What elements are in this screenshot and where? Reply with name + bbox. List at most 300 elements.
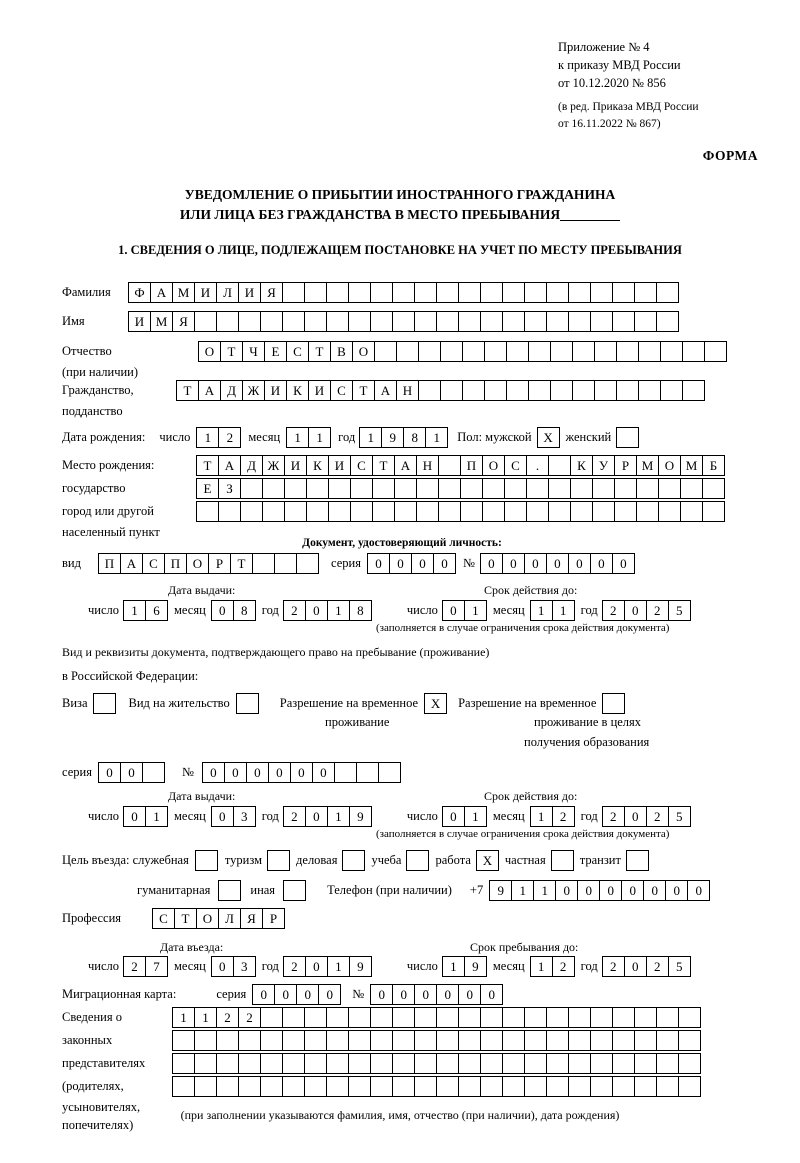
char-cell[interactable]: 0 xyxy=(480,984,503,1005)
char-cell[interactable]: 2 xyxy=(552,806,575,827)
char-cell[interactable]: 2 xyxy=(646,600,669,621)
stay-issue-month-input[interactable] xyxy=(211,806,255,827)
char-cell[interactable] xyxy=(546,282,569,303)
char-cell[interactable] xyxy=(502,282,525,303)
char-cell[interactable] xyxy=(348,1030,371,1051)
char-cell[interactable] xyxy=(418,380,441,401)
char-cell[interactable]: 1 xyxy=(530,956,553,977)
purpose-private-checkbox[interactable] xyxy=(551,850,573,871)
char-cell[interactable]: 2 xyxy=(283,956,306,977)
char-cell[interactable] xyxy=(526,478,549,499)
char-cell[interactable] xyxy=(436,1076,459,1097)
char-cell[interactable]: Т xyxy=(176,380,199,401)
char-cell[interactable] xyxy=(626,850,649,871)
char-cell[interactable]: 2 xyxy=(123,956,146,977)
char-cell[interactable] xyxy=(216,1076,239,1097)
stay-issue-day-input[interactable] xyxy=(123,806,167,827)
char-cell[interactable]: 2 xyxy=(646,806,669,827)
char-cell[interactable] xyxy=(458,311,481,332)
char-cell[interactable]: 1 xyxy=(196,427,219,448)
char-cell[interactable] xyxy=(458,1053,481,1074)
stay-series-input[interactable] xyxy=(98,762,164,783)
char-cell[interactable] xyxy=(306,478,329,499)
char-cell[interactable] xyxy=(414,1030,437,1051)
char-cell[interactable] xyxy=(528,380,551,401)
char-cell[interactable]: 0 xyxy=(296,984,319,1005)
char-cell[interactable]: Т xyxy=(372,455,395,476)
char-cell[interactable]: 0 xyxy=(414,984,437,1005)
char-cell[interactable]: М xyxy=(150,311,173,332)
char-cell[interactable]: 1 xyxy=(464,600,487,621)
char-cell[interactable]: 0 xyxy=(599,880,622,901)
char-cell[interactable]: 2 xyxy=(238,1007,261,1028)
char-cell[interactable] xyxy=(680,501,703,522)
char-cell[interactable]: А xyxy=(150,282,173,303)
char-cell[interactable] xyxy=(612,1076,635,1097)
stay-issue-year-input[interactable] xyxy=(283,806,371,827)
char-cell[interactable]: 1 xyxy=(464,806,487,827)
char-cell[interactable]: В xyxy=(330,341,353,362)
char-cell[interactable] xyxy=(636,501,659,522)
char-cell[interactable]: Д xyxy=(220,380,243,401)
char-cell[interactable] xyxy=(638,341,661,362)
char-cell[interactable] xyxy=(590,1007,613,1028)
char-cell[interactable]: 1 xyxy=(194,1007,217,1028)
char-cell[interactable] xyxy=(172,1030,195,1051)
char-cell[interactable]: 1 xyxy=(442,956,465,977)
char-cell[interactable] xyxy=(348,311,371,332)
char-cell[interactable] xyxy=(678,1030,701,1051)
char-cell[interactable]: 0 xyxy=(211,956,234,977)
purpose-transit-checkbox[interactable] xyxy=(626,850,648,871)
char-cell[interactable] xyxy=(656,1030,679,1051)
char-cell[interactable]: С xyxy=(286,341,309,362)
char-cell[interactable] xyxy=(326,1076,349,1097)
char-cell[interactable] xyxy=(374,341,397,362)
temp-residence-checkbox[interactable] xyxy=(424,693,446,714)
legal-rep-row-4[interactable] xyxy=(172,1076,700,1097)
char-cell[interactable] xyxy=(682,341,705,362)
char-cell[interactable] xyxy=(614,501,637,522)
char-cell[interactable] xyxy=(394,501,417,522)
char-cell[interactable]: 9 xyxy=(381,427,404,448)
char-cell[interactable]: 0 xyxy=(590,553,613,574)
char-cell[interactable] xyxy=(612,282,635,303)
char-cell[interactable] xyxy=(678,1053,701,1074)
char-cell[interactable]: 2 xyxy=(283,806,306,827)
birthplace-row-1[interactable] xyxy=(196,455,724,476)
char-cell[interactable] xyxy=(326,282,349,303)
char-cell[interactable] xyxy=(436,1053,459,1074)
char-cell[interactable] xyxy=(524,1030,547,1051)
char-cell[interactable]: 0 xyxy=(211,600,234,621)
char-cell[interactable] xyxy=(194,311,217,332)
char-cell[interactable] xyxy=(236,693,259,714)
char-cell[interactable] xyxy=(594,380,617,401)
char-cell[interactable] xyxy=(568,1030,591,1051)
name-input[interactable] xyxy=(128,311,678,332)
char-cell[interactable] xyxy=(195,850,218,871)
doc-valid-day-input[interactable] xyxy=(442,600,486,621)
char-cell[interactable]: 1 xyxy=(511,880,534,901)
char-cell[interactable] xyxy=(616,427,639,448)
char-cell[interactable]: 0 xyxy=(318,984,341,1005)
char-cell[interactable] xyxy=(612,1007,635,1028)
char-cell[interactable] xyxy=(660,380,683,401)
char-cell[interactable] xyxy=(350,501,373,522)
char-cell[interactable]: М xyxy=(636,455,659,476)
char-cell[interactable]: Е xyxy=(196,478,219,499)
char-cell[interactable] xyxy=(306,501,329,522)
char-cell[interactable]: 0 xyxy=(524,553,547,574)
char-cell[interactable]: 0 xyxy=(246,762,269,783)
char-cell[interactable] xyxy=(370,1030,393,1051)
char-cell[interactable]: 0 xyxy=(555,880,578,901)
char-cell[interactable]: Ж xyxy=(262,455,285,476)
char-cell[interactable] xyxy=(656,282,679,303)
char-cell[interactable] xyxy=(484,341,507,362)
char-cell[interactable]: 0 xyxy=(621,880,644,901)
char-cell[interactable] xyxy=(504,478,527,499)
char-cell[interactable] xyxy=(524,311,547,332)
char-cell[interactable]: Ч xyxy=(242,341,265,362)
char-cell[interactable] xyxy=(436,1030,459,1051)
char-cell[interactable]: 0 xyxy=(458,984,481,1005)
char-cell[interactable]: 0 xyxy=(442,600,465,621)
char-cell[interactable]: 1 xyxy=(172,1007,195,1028)
char-cell[interactable]: 8 xyxy=(233,600,256,621)
char-cell[interactable]: 0 xyxy=(120,762,143,783)
char-cell[interactable]: С xyxy=(152,908,175,929)
char-cell[interactable] xyxy=(252,553,275,574)
char-cell[interactable] xyxy=(482,501,505,522)
char-cell[interactable] xyxy=(592,478,615,499)
char-cell[interactable] xyxy=(406,850,429,871)
char-cell[interactable]: Я xyxy=(260,282,283,303)
char-cell[interactable]: И xyxy=(128,311,151,332)
char-cell[interactable] xyxy=(462,380,485,401)
char-cell[interactable] xyxy=(394,478,417,499)
char-cell[interactable]: 0 xyxy=(624,956,647,977)
char-cell[interactable] xyxy=(414,311,437,332)
char-cell[interactable]: З xyxy=(218,478,241,499)
char-cell[interactable] xyxy=(702,478,725,499)
char-cell[interactable]: 0 xyxy=(290,762,313,783)
char-cell[interactable]: Р xyxy=(208,553,231,574)
char-cell[interactable] xyxy=(506,380,529,401)
char-cell[interactable]: X xyxy=(476,850,499,871)
char-cell[interactable] xyxy=(282,1076,305,1097)
char-cell[interactable] xyxy=(216,311,239,332)
edu-residence-checkbox[interactable] xyxy=(602,693,624,714)
char-cell[interactable] xyxy=(326,1007,349,1028)
entry-month-input[interactable] xyxy=(211,956,255,977)
doc-issue-month-input[interactable] xyxy=(211,600,255,621)
char-cell[interactable] xyxy=(304,1030,327,1051)
char-cell[interactable]: 1 xyxy=(327,956,350,977)
char-cell[interactable] xyxy=(524,1053,547,1074)
char-cell[interactable] xyxy=(480,1030,503,1051)
char-cell[interactable] xyxy=(656,311,679,332)
char-cell[interactable] xyxy=(460,501,483,522)
char-cell[interactable] xyxy=(502,1076,525,1097)
char-cell[interactable]: И xyxy=(328,455,351,476)
char-cell[interactable] xyxy=(546,1076,569,1097)
char-cell[interactable]: П xyxy=(164,553,187,574)
char-cell[interactable]: 1 xyxy=(123,600,146,621)
char-cell[interactable] xyxy=(504,501,527,522)
purpose-tourism-checkbox[interactable] xyxy=(267,850,289,871)
char-cell[interactable] xyxy=(274,553,297,574)
char-cell[interactable]: 3 xyxy=(233,956,256,977)
char-cell[interactable] xyxy=(284,478,307,499)
char-cell[interactable] xyxy=(612,1053,635,1074)
char-cell[interactable]: 9 xyxy=(489,880,512,901)
char-cell[interactable]: 2 xyxy=(216,1007,239,1028)
char-cell[interactable]: 9 xyxy=(349,806,372,827)
char-cell[interactable] xyxy=(414,1007,437,1028)
entry-year-input[interactable] xyxy=(283,956,371,977)
char-cell[interactable]: 0 xyxy=(442,806,465,827)
char-cell[interactable] xyxy=(372,501,395,522)
char-cell[interactable] xyxy=(326,1030,349,1051)
char-cell[interactable] xyxy=(548,455,571,476)
char-cell[interactable] xyxy=(392,1007,415,1028)
char-cell[interactable] xyxy=(282,282,305,303)
char-cell[interactable] xyxy=(304,1007,327,1028)
char-cell[interactable] xyxy=(502,1007,525,1028)
char-cell[interactable] xyxy=(142,762,165,783)
surname-input[interactable] xyxy=(128,282,678,303)
char-cell[interactable]: Л xyxy=(218,908,241,929)
char-cell[interactable]: 0 xyxy=(577,880,600,901)
profession-input[interactable] xyxy=(152,908,284,929)
char-cell[interactable]: 0 xyxy=(252,984,275,1005)
stay-valid-day-input[interactable] xyxy=(442,806,486,827)
char-cell[interactable] xyxy=(342,850,365,871)
char-cell[interactable]: 2 xyxy=(646,956,669,977)
char-cell[interactable]: 0 xyxy=(98,762,121,783)
char-cell[interactable] xyxy=(480,282,503,303)
char-cell[interactable] xyxy=(590,282,613,303)
char-cell[interactable]: 0 xyxy=(612,553,635,574)
char-cell[interactable] xyxy=(370,1007,393,1028)
char-cell[interactable]: Я xyxy=(172,311,195,332)
char-cell[interactable] xyxy=(392,1030,415,1051)
char-cell[interactable]: 1 xyxy=(286,427,309,448)
char-cell[interactable] xyxy=(656,1053,679,1074)
char-cell[interactable]: О xyxy=(196,908,219,929)
char-cell[interactable] xyxy=(484,380,507,401)
char-cell[interactable]: 0 xyxy=(305,956,328,977)
char-cell[interactable] xyxy=(460,478,483,499)
char-cell[interactable] xyxy=(702,501,725,522)
char-cell[interactable]: 2 xyxy=(602,956,625,977)
char-cell[interactable]: 1 xyxy=(308,427,331,448)
char-cell[interactable] xyxy=(370,311,393,332)
char-cell[interactable]: 3 xyxy=(233,806,256,827)
char-cell[interactable] xyxy=(658,501,681,522)
char-cell[interactable] xyxy=(356,762,379,783)
char-cell[interactable]: 5 xyxy=(668,956,691,977)
char-cell[interactable]: К xyxy=(570,455,593,476)
char-cell[interactable]: А xyxy=(374,380,397,401)
char-cell[interactable] xyxy=(283,880,306,901)
char-cell[interactable]: Т xyxy=(352,380,375,401)
char-cell[interactable]: 0 xyxy=(370,984,393,1005)
char-cell[interactable]: 6 xyxy=(145,600,168,621)
char-cell[interactable] xyxy=(438,478,461,499)
char-cell[interactable]: О xyxy=(198,341,221,362)
char-cell[interactable]: Ф xyxy=(128,282,151,303)
char-cell[interactable] xyxy=(572,380,595,401)
purpose-service-checkbox[interactable] xyxy=(195,850,217,871)
char-cell[interactable]: 1 xyxy=(530,806,553,827)
char-cell[interactable]: 1 xyxy=(552,600,575,621)
char-cell[interactable]: 0 xyxy=(202,762,225,783)
char-cell[interactable] xyxy=(458,1007,481,1028)
char-cell[interactable] xyxy=(568,1076,591,1097)
char-cell[interactable] xyxy=(438,455,461,476)
char-cell[interactable]: С xyxy=(142,553,165,574)
char-cell[interactable] xyxy=(392,311,415,332)
char-cell[interactable] xyxy=(370,1076,393,1097)
char-cell[interactable] xyxy=(658,478,681,499)
char-cell[interactable] xyxy=(602,693,625,714)
char-cell[interactable] xyxy=(260,1053,283,1074)
char-cell[interactable]: А xyxy=(120,553,143,574)
char-cell[interactable] xyxy=(546,1030,569,1051)
patronymic-input[interactable] xyxy=(198,341,726,362)
until-year-input[interactable] xyxy=(602,956,690,977)
char-cell[interactable] xyxy=(590,1076,613,1097)
phone-input[interactable] xyxy=(489,880,709,901)
char-cell[interactable] xyxy=(304,311,327,332)
char-cell[interactable] xyxy=(616,380,639,401)
char-cell[interactable]: 0 xyxy=(502,553,525,574)
char-cell[interactable]: И xyxy=(194,282,217,303)
char-cell[interactable]: Р xyxy=(614,455,637,476)
char-cell[interactable] xyxy=(348,1076,371,1097)
char-cell[interactable] xyxy=(524,1076,547,1097)
char-cell[interactable]: 1 xyxy=(533,880,556,901)
char-cell[interactable] xyxy=(260,1030,283,1051)
char-cell[interactable]: С xyxy=(330,380,353,401)
mig-series-input[interactable] xyxy=(252,984,340,1005)
visa-checkbox[interactable] xyxy=(93,693,115,714)
citizenship-input[interactable] xyxy=(176,380,704,401)
char-cell[interactable]: 0 xyxy=(268,762,291,783)
char-cell[interactable] xyxy=(334,762,357,783)
stay-number-input[interactable] xyxy=(202,762,400,783)
char-cell[interactable] xyxy=(348,1007,371,1028)
char-cell[interactable] xyxy=(502,311,525,332)
char-cell[interactable] xyxy=(194,1030,217,1051)
char-cell[interactable]: 0 xyxy=(123,806,146,827)
char-cell[interactable] xyxy=(392,1076,415,1097)
char-cell[interactable] xyxy=(282,1030,305,1051)
char-cell[interactable] xyxy=(480,1007,503,1028)
doc-series-input[interactable] xyxy=(367,553,455,574)
char-cell[interactable] xyxy=(551,850,574,871)
char-cell[interactable] xyxy=(548,501,571,522)
char-cell[interactable] xyxy=(458,1030,481,1051)
char-cell[interactable] xyxy=(218,880,241,901)
char-cell[interactable] xyxy=(414,1076,437,1097)
char-cell[interactable] xyxy=(282,311,305,332)
char-cell[interactable]: 7 xyxy=(145,956,168,977)
char-cell[interactable] xyxy=(480,1053,503,1074)
char-cell[interactable]: 0 xyxy=(312,762,335,783)
char-cell[interactable] xyxy=(570,478,593,499)
char-cell[interactable]: 9 xyxy=(464,956,487,977)
char-cell[interactable]: 1 xyxy=(327,806,350,827)
char-cell[interactable]: 0 xyxy=(389,553,412,574)
char-cell[interactable]: 1 xyxy=(425,427,448,448)
char-cell[interactable] xyxy=(436,311,459,332)
char-cell[interactable] xyxy=(218,501,241,522)
char-cell[interactable]: С xyxy=(350,455,373,476)
legal-rep-row-2[interactable] xyxy=(172,1030,700,1051)
char-cell[interactable] xyxy=(590,1030,613,1051)
char-cell[interactable] xyxy=(93,693,116,714)
char-cell[interactable] xyxy=(616,341,639,362)
char-cell[interactable]: Д xyxy=(240,455,263,476)
char-cell[interactable] xyxy=(660,341,683,362)
char-cell[interactable]: 5 xyxy=(668,600,691,621)
char-cell[interactable]: 0 xyxy=(274,984,297,1005)
char-cell[interactable]: С xyxy=(504,455,527,476)
char-cell[interactable] xyxy=(634,1007,657,1028)
char-cell[interactable] xyxy=(216,1030,239,1051)
char-cell[interactable] xyxy=(482,478,505,499)
sex-female-checkbox[interactable] xyxy=(616,427,638,448)
mig-number-input[interactable] xyxy=(370,984,502,1005)
char-cell[interactable] xyxy=(348,1053,371,1074)
entry-day-input[interactable] xyxy=(123,956,167,977)
char-cell[interactable]: Л xyxy=(216,282,239,303)
char-cell[interactable]: О xyxy=(186,553,209,574)
char-cell[interactable]: 0 xyxy=(433,553,456,574)
char-cell[interactable] xyxy=(304,282,327,303)
char-cell[interactable]: 8 xyxy=(349,600,372,621)
char-cell[interactable] xyxy=(458,1076,481,1097)
char-cell[interactable]: 1 xyxy=(359,427,382,448)
char-cell[interactable] xyxy=(656,1007,679,1028)
char-cell[interactable] xyxy=(506,341,529,362)
char-cell[interactable]: X xyxy=(537,427,560,448)
char-cell[interactable]: М xyxy=(680,455,703,476)
char-cell[interactable]: 2 xyxy=(552,956,575,977)
char-cell[interactable] xyxy=(396,341,419,362)
birthplace-row-3[interactable] xyxy=(196,501,724,522)
char-cell[interactable] xyxy=(370,1053,393,1074)
char-cell[interactable]: 0 xyxy=(624,600,647,621)
char-cell[interactable]: 9 xyxy=(349,956,372,977)
char-cell[interactable]: М xyxy=(172,282,195,303)
char-cell[interactable]: А xyxy=(198,380,221,401)
purpose-business-checkbox[interactable] xyxy=(342,850,364,871)
char-cell[interactable] xyxy=(462,341,485,362)
doc-number-input[interactable] xyxy=(480,553,634,574)
char-cell[interactable]: П xyxy=(98,553,121,574)
char-cell[interactable]: 0 xyxy=(568,553,591,574)
char-cell[interactable] xyxy=(502,1053,525,1074)
char-cell[interactable]: 0 xyxy=(305,806,328,827)
char-cell[interactable] xyxy=(216,1053,239,1074)
char-cell[interactable] xyxy=(546,1007,569,1028)
char-cell[interactable]: У xyxy=(592,455,615,476)
